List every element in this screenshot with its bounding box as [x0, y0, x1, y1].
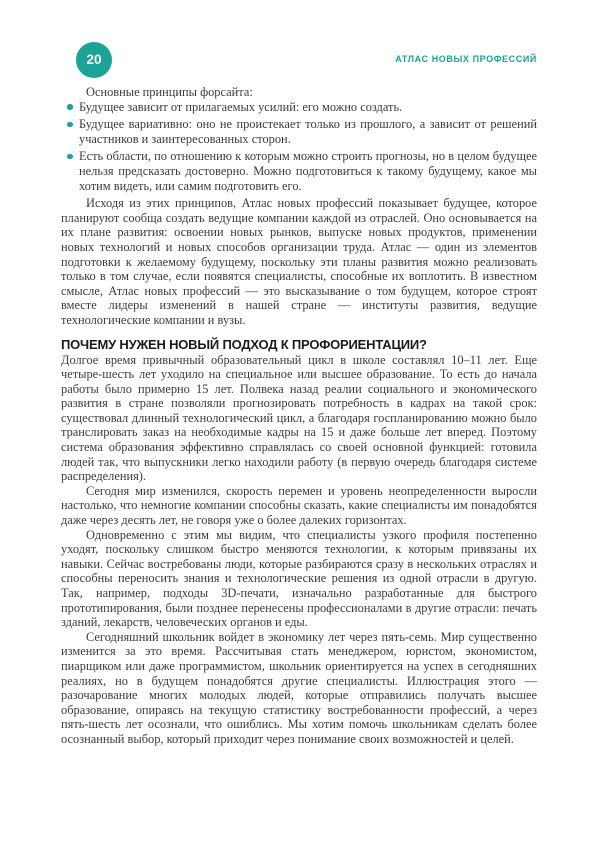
list-item [61, 100, 537, 115]
paragraph: Сегодня мир изменился, скорость перемен и уровень неопределенности выросли настолько, что немногие компании способны сказать, какие специалисты им понадобятся даже через десять лет, не говоря уже о более далеких горизонтах. [61, 483, 537, 528]
intro-paragraph: Основные принципы форсайта: [86, 85, 253, 99]
bullet-list [61, 100, 537, 194]
bullet-text: Будущее вариативно: оно не проистекает только из прошлого, а зависит от решений участников и заинтересованных сторон. [79, 117, 537, 146]
paragraph: Долгое время привычный образовательный цикл в школе составлял 10–11 лет. Еще четыре-шесть лет уходило на специальное или высшее образование. То есть до начала работы было примерно 15 лет. Полвека назад реалии социального и экономического развития в стране позволяли прогнозировать потребность в кадрах на такой срок: существовал длинный технологический цикл, а благодаря госпланированию можно было транслировать заказ на необходимые кадры на 15 и даже больше лет вперед. Поэтому система образования эффективно справлялась со своей основной функцией: готовила людей так, что выпускники легко находили работу (в первую очередь благодаря системе распределения). [61, 352, 537, 484]
list-item [61, 149, 537, 193]
page-number: 20 [86, 52, 102, 68]
paragraph: Одновременно с этим мы видим, что специалисты узкого профиля постепенно уходят, поскольку слишком быстро меняются технологии, к которым привязаны их навыки. Сейчас востребованы люди, которые разбираются сразу в нескольких отраслях и способны переносить знания и технологические решения из одной отрасли в другую. Так, например, подходы 3D-печати, изначально разработанные для быстрого прототипирования, были позднее перенесены профессионалами в другие отрасли: печать зданий, лекарств, человеческих органов и еды. [61, 527, 537, 630]
bullet-dot-icon [67, 154, 73, 160]
bullet-dot-icon [67, 122, 73, 128]
bullet-text: Будущее зависит от прилагаемых усилий: его можно создать. [79, 99, 403, 114]
list-item [61, 117, 537, 146]
bullet-dot-icon [67, 104, 73, 110]
paragraph: Сегодняшний школьник войдет в экономику лет через пять-семь. Мир существенно изменится за это время. Рассчитывая стать менеджером, юристом, экономистом, пиарщиком или даже программистом, школьник ориентируется на успех в сегодняшних реалиях, но в будущем понадобятся другие специалисты. Иллюстрация этого — разочарование многих молодых людей, которые отправились получать высшее образование, опираясь на текущую статистику востребованности профессий, а через пять-шесть лет осознали, что ошиблись. Мы хотим помочь школьникам сделать более осознанный выбор, который приходит через понимание своих возможностей и целей. [61, 629, 537, 746]
paragraph: Исходя из этих принципов, Атлас новых профессий показывает будущее, которое планируют сообща создать ведущие компании каждой из отраслей. Оно основывается на их плане развития: освоении новых рынков, выпуске новых продуктов, применении новых технологий и новых способов организации труда. Атлас — один из элементов подготовки к желаемому будущему, поскольку эти планы развития можно реализовать только в том случае, если появятся специалисты, способные их воплотить. В известном смысле, Атлас новых профессий — это высказывание о том будущем, которое строят вместе лидеры изменений в нашей стране — институты развития, ведущие технологические компании и вузы. [61, 196, 537, 327]
running-header: АТЛАС НОВЫХ ПРОФЕССИЙ [395, 54, 537, 64]
section-heading: ПОЧЕМУ НУЖЕН НОВЫЙ ПОДХОД К ПРОФОРИЕНТАЦИИ? [61, 336, 427, 352]
page-content [61, 85, 537, 747]
bullet-text: Есть области, по отношению к которым можно строить прогнозы, но в целом будущее нельзя предсказать достоверно. Можно подготовиться к такому будущему, какое мы хотим видеть, или самим подготовить его. [79, 149, 537, 193]
page-number-badge [76, 42, 112, 78]
